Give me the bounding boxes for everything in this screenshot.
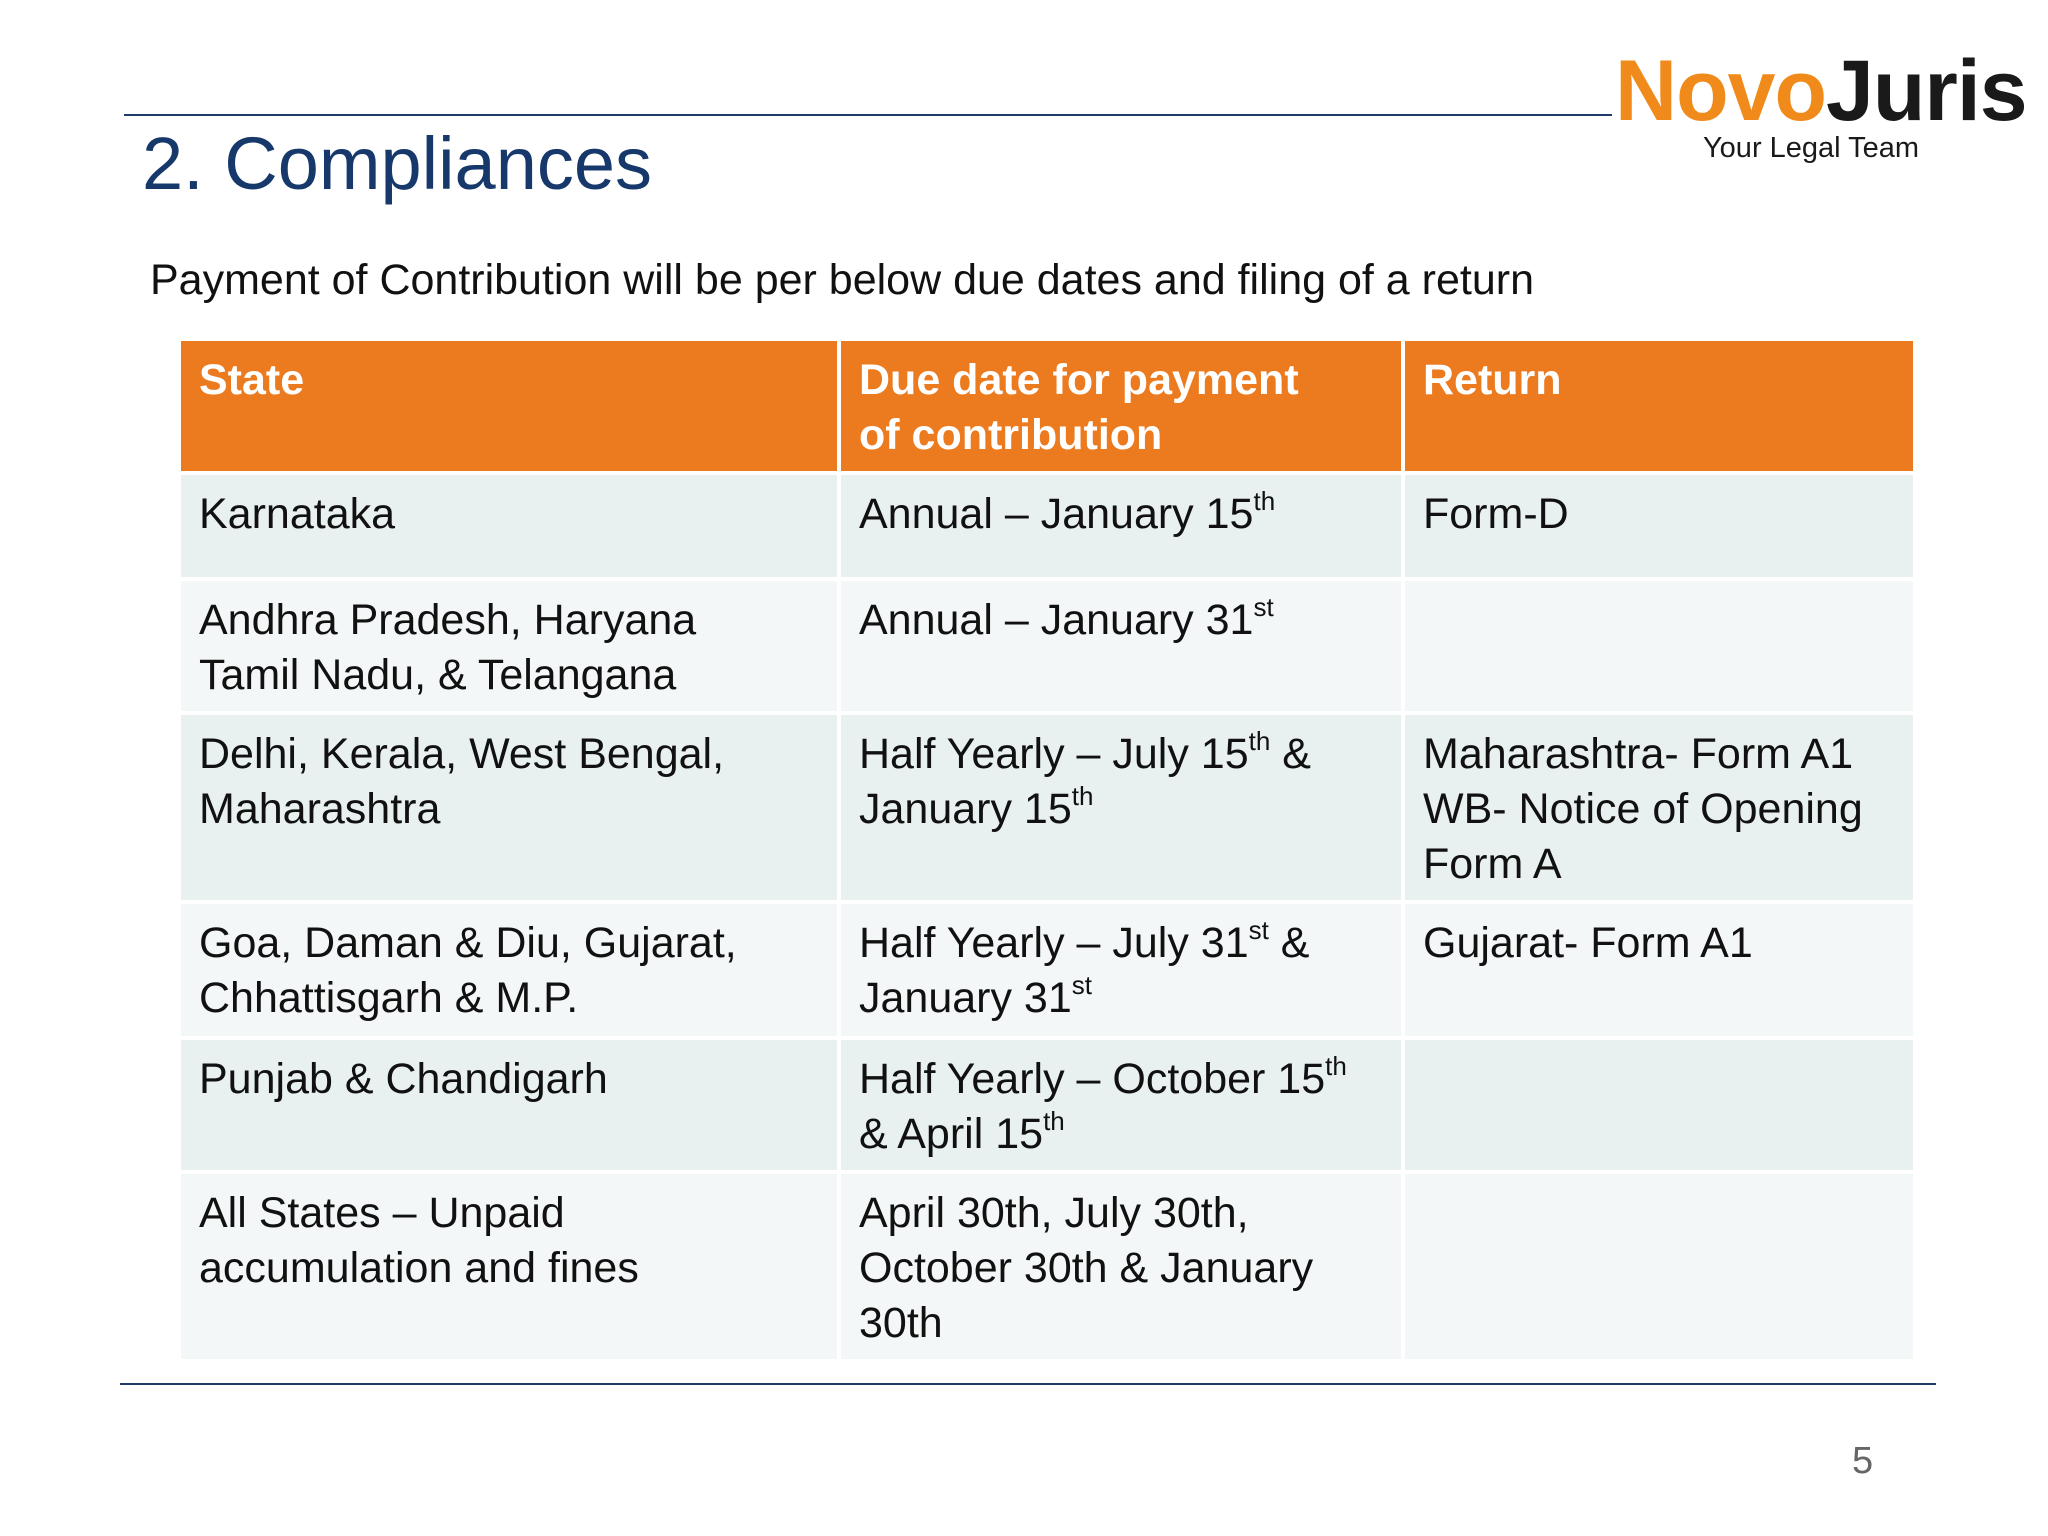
logo-wordmark xyxy=(1615,43,2027,139)
bottom-divider xyxy=(120,1383,1936,1385)
logo-word-novo: Novo xyxy=(1615,43,1826,139)
table-row xyxy=(179,579,1915,713)
cell-state: Punjab & Chandigarh xyxy=(179,1038,839,1172)
cell-return xyxy=(1403,579,1915,713)
cell-due-date: Half Yearly – October 15th & April 15th xyxy=(839,1038,1403,1172)
table-row xyxy=(179,1172,1915,1361)
cell-state: Goa, Daman & Diu, Gujarat, Chhattisgarh & M.P. xyxy=(179,902,839,1038)
table-row xyxy=(179,473,1915,579)
header-due-date: Due date for payment of contribution xyxy=(839,339,1403,473)
header-return: Return xyxy=(1403,339,1915,473)
compliance-table xyxy=(177,337,1917,1363)
top-divider xyxy=(124,114,1612,116)
cell-return xyxy=(1403,1038,1915,1172)
cell-state: Delhi, Kerala, West Bengal, Maharashtra xyxy=(179,713,839,902)
logo-tagline: Your Legal Team xyxy=(1703,132,1920,164)
cell-due-date: April 30th, July 30th, October 30th & January 30th xyxy=(839,1172,1403,1361)
cell-state: Andhra Pradesh, Haryana Tamil Nadu, & Telangana xyxy=(179,579,839,713)
cell-return xyxy=(1403,1172,1915,1361)
cell-return: Maharashtra- Form A1 WB- Notice of Opening Form A xyxy=(1403,713,1915,902)
cell-due-date: Annual – January 15th xyxy=(839,473,1403,579)
slide-title: 2. Compliances xyxy=(142,122,653,205)
header-state: State xyxy=(179,339,839,473)
cell-due-date: Half Yearly – July 31st & January 31st xyxy=(839,902,1403,1038)
novojuris-logo xyxy=(1615,43,2027,168)
table-header-row xyxy=(179,339,1915,473)
cell-due-date: Half Yearly – July 15th & January 15th xyxy=(839,713,1403,902)
cell-state: All States – Unpaid accumulation and fines xyxy=(179,1172,839,1361)
logo-word-juris: Juris xyxy=(1826,43,2027,139)
cell-return: Form-D xyxy=(1403,473,1915,579)
page-number: 5 xyxy=(1852,1440,1874,1482)
intro-text: Payment of Contribution will be per below due dates and filing of a return xyxy=(150,256,1534,304)
cell-due-date: Annual – January 31st xyxy=(839,579,1403,713)
cell-state: Karnataka xyxy=(179,473,839,579)
cell-return: Gujarat- Form A1 xyxy=(1403,902,1915,1038)
table-row xyxy=(179,1038,1915,1172)
table-row xyxy=(179,713,1915,902)
table-row xyxy=(179,902,1915,1038)
